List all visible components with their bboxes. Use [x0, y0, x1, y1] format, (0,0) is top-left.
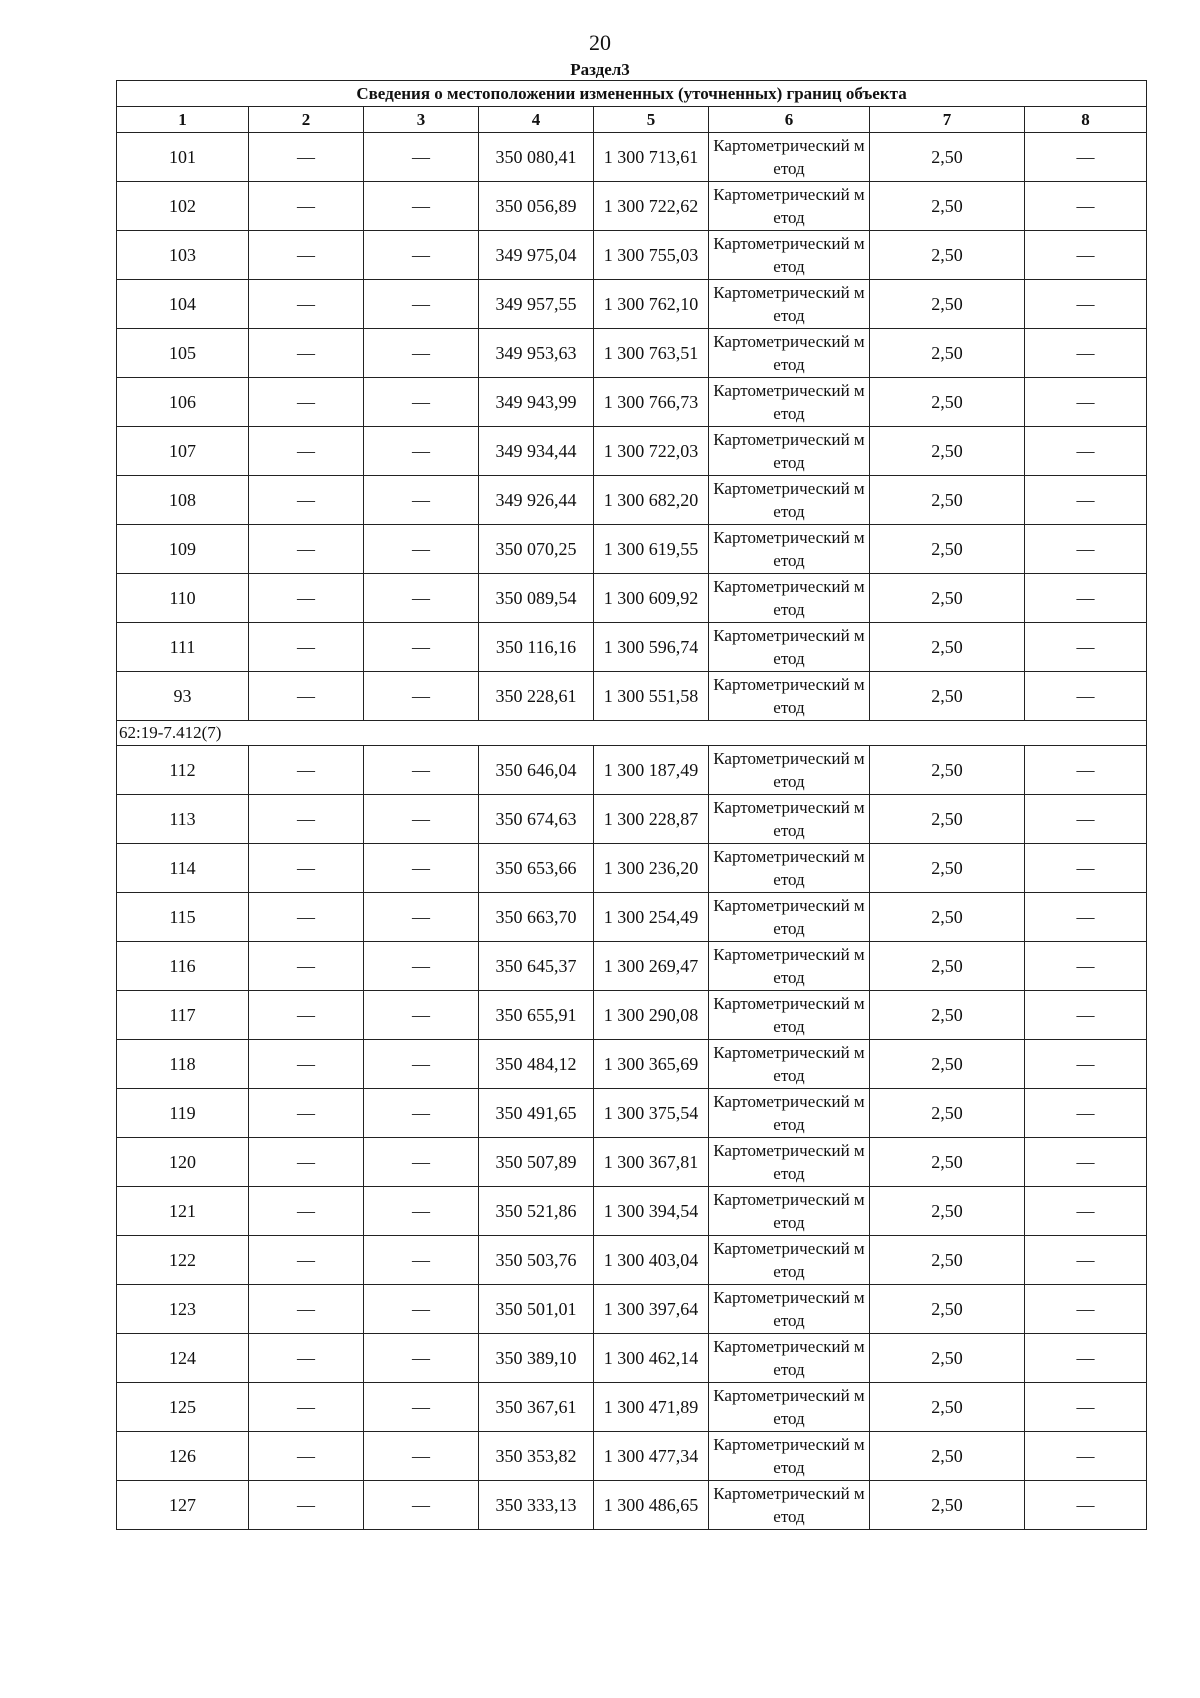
table-caption: Сведения о местоположении измененных (уточненных) границ объекта	[117, 81, 1147, 107]
table-cell-c6: Картометрический метод	[709, 476, 870, 525]
table-cell-c7: 2,50	[870, 1383, 1025, 1432]
table-cell-c4: 350 646,04	[479, 746, 594, 795]
table-cell-c4: 350 333,13	[479, 1481, 594, 1530]
table-row	[117, 1285, 1147, 1334]
table-cell-c2: —	[249, 378, 364, 427]
table-cell-c8: —	[1025, 574, 1147, 623]
table-cell-c3: —	[364, 1481, 479, 1530]
table-cell-c4: 350 674,63	[479, 795, 594, 844]
table-cell-c1: 124	[117, 1334, 249, 1383]
table-cell-c3: —	[364, 280, 479, 329]
table-cell-c2: —	[249, 672, 364, 721]
table-cell-c5: 1 300 269,47	[594, 942, 709, 991]
table-cell-c1: 122	[117, 1236, 249, 1285]
table-cell-c6: Картометрический метод	[709, 1089, 870, 1138]
table-cell-c7: 2,50	[870, 672, 1025, 721]
table-cell-c7: 2,50	[870, 1187, 1025, 1236]
table-cell-c5: 1 300 609,92	[594, 574, 709, 623]
table-cell-c3: —	[364, 1236, 479, 1285]
table-cell-c7: 2,50	[870, 893, 1025, 942]
column-number: 8	[1025, 107, 1147, 133]
table-cell-c3: —	[364, 1383, 479, 1432]
table-row	[117, 672, 1147, 721]
table-cell-c1: 107	[117, 427, 249, 476]
table-row	[117, 1089, 1147, 1138]
table-cell-c6: Картометрический метод	[709, 231, 870, 280]
table-row	[117, 942, 1147, 991]
table-cell-c5: 1 300 375,54	[594, 1089, 709, 1138]
table-cell-c7: 2,50	[870, 1432, 1025, 1481]
table-cell-c8: —	[1025, 795, 1147, 844]
table-cell-c2: —	[249, 525, 364, 574]
table-cell-c3: —	[364, 1285, 479, 1334]
table-cell-c8: —	[1025, 1383, 1147, 1432]
table-cell-c2: —	[249, 1481, 364, 1530]
table-cell-c7: 2,50	[870, 378, 1025, 427]
table-cell-c1: 115	[117, 893, 249, 942]
table-cell-c5: 1 300 236,20	[594, 844, 709, 893]
table-row	[117, 991, 1147, 1040]
table-cell-c6: Картометрический метод	[709, 133, 870, 182]
table-cell-c8: —	[1025, 672, 1147, 721]
table-cell-c1: 101	[117, 133, 249, 182]
table-cell-c6: Картометрический метод	[709, 991, 870, 1040]
table-cell-c3: —	[364, 1138, 479, 1187]
table-cell-c2: —	[249, 280, 364, 329]
table-cell-c2: —	[249, 476, 364, 525]
table-cell-c4: 349 953,63	[479, 329, 594, 378]
table-cell-c6: Картометрический метод	[709, 942, 870, 991]
table-cell-c1: 125	[117, 1383, 249, 1432]
table-cell-c4: 350 491,65	[479, 1089, 594, 1138]
table-cell-c3: —	[364, 844, 479, 893]
table-cell-c3: —	[364, 1187, 479, 1236]
table-cell-c1: 108	[117, 476, 249, 525]
table-cell-c1: 102	[117, 182, 249, 231]
table-row	[117, 231, 1147, 280]
table-cell-c6: Картометрический метод	[709, 182, 870, 231]
table-cell-c1: 123	[117, 1285, 249, 1334]
table-cell-c4: 350 655,91	[479, 991, 594, 1040]
table-cell-c6: Картометрический метод	[709, 1236, 870, 1285]
table-cell-c5: 1 300 187,49	[594, 746, 709, 795]
table-cell-c4: 350 228,61	[479, 672, 594, 721]
table-cell-c3: —	[364, 1040, 479, 1089]
table-cell-c8: —	[1025, 231, 1147, 280]
table-cell-c8: —	[1025, 1089, 1147, 1138]
table-cell-c8: —	[1025, 623, 1147, 672]
table-row	[117, 133, 1147, 182]
table-cell-c3: —	[364, 182, 479, 231]
boundary-coordinates-table	[116, 80, 1147, 1530]
table-cell-c5: 1 300 462,14	[594, 1334, 709, 1383]
table-cell-c4: 350 080,41	[479, 133, 594, 182]
table-cell-c4: 349 926,44	[479, 476, 594, 525]
column-number: 1	[117, 107, 249, 133]
table-cell-c1: 116	[117, 942, 249, 991]
table-cell-c4: 350 653,66	[479, 844, 594, 893]
table-cell-c7: 2,50	[870, 1040, 1025, 1089]
table-cell-c8: —	[1025, 746, 1147, 795]
table-cell-c7: 2,50	[870, 427, 1025, 476]
table-row	[117, 427, 1147, 476]
table-cell-c2: —	[249, 942, 364, 991]
table-cell-c6: Картометрический метод	[709, 1187, 870, 1236]
section-title: Раздел3	[570, 60, 630, 79]
table-row	[117, 746, 1147, 795]
table-cell-c8: —	[1025, 378, 1147, 427]
table-cell-c7: 2,50	[870, 1138, 1025, 1187]
table-cell-c2: —	[249, 623, 364, 672]
table-cell-c8: —	[1025, 427, 1147, 476]
table-cell-c6: Картометрический метод	[709, 1383, 870, 1432]
table-cell-c7: 2,50	[870, 991, 1025, 1040]
column-number: 6	[709, 107, 870, 133]
table-cell-c7: 2,50	[870, 844, 1025, 893]
table-row	[117, 1138, 1147, 1187]
table-cell-c5: 1 300 403,04	[594, 1236, 709, 1285]
table-caption-row	[117, 81, 1147, 107]
table-cell-c2: —	[249, 1040, 364, 1089]
table-cell-c3: —	[364, 427, 479, 476]
table-cell-c4: 350 507,89	[479, 1138, 594, 1187]
table-cell-c4: 350 663,70	[479, 893, 594, 942]
table-cell-c4: 350 389,10	[479, 1334, 594, 1383]
table-cell-c6: Картометрический метод	[709, 329, 870, 378]
table-cell-c8: —	[1025, 1481, 1147, 1530]
table-cell-c3: —	[364, 1334, 479, 1383]
table-cell-c8: —	[1025, 1187, 1147, 1236]
table-cell-c5: 1 300 551,58	[594, 672, 709, 721]
table-cell-c4: 350 353,82	[479, 1432, 594, 1481]
table-cell-c4: 350 501,01	[479, 1285, 594, 1334]
table-cell-c3: —	[364, 893, 479, 942]
table-row	[117, 1040, 1147, 1089]
table-cell-c1: 127	[117, 1481, 249, 1530]
table-cell-c2: —	[249, 1285, 364, 1334]
table-cell-c7: 2,50	[870, 942, 1025, 991]
table-cell-c6: Картометрический метод	[709, 574, 870, 623]
table-cell-c1: 103	[117, 231, 249, 280]
table-cell-c6: Картометрический метод	[709, 427, 870, 476]
table-cell-c2: —	[249, 574, 364, 623]
table-cell-c2: —	[249, 1432, 364, 1481]
table-cell-c8: —	[1025, 1432, 1147, 1481]
table-cell-c4: 349 975,04	[479, 231, 594, 280]
table-row	[117, 844, 1147, 893]
table-cell-c2: —	[249, 1138, 364, 1187]
table-cell-c8: —	[1025, 1236, 1147, 1285]
table-cell-c3: —	[364, 574, 479, 623]
table-cell-c8: —	[1025, 329, 1147, 378]
table-row	[117, 1383, 1147, 1432]
table-cell-c4: 349 943,99	[479, 378, 594, 427]
table-cell-c3: —	[364, 1432, 479, 1481]
table-cell-c8: —	[1025, 893, 1147, 942]
table-cell-c8: —	[1025, 476, 1147, 525]
table-cell-c6: Картометрический метод	[709, 746, 870, 795]
table-cell-c7: 2,50	[870, 231, 1025, 280]
column-number: 3	[364, 107, 479, 133]
table-cell-c5: 1 300 722,62	[594, 182, 709, 231]
table-cell-c8: —	[1025, 844, 1147, 893]
table-cell-c2: —	[249, 1089, 364, 1138]
table-cell-c2: —	[249, 1236, 364, 1285]
table-cell-c6: Картометрический метод	[709, 1432, 870, 1481]
table-cell-c3: —	[364, 378, 479, 427]
table-cell-c5: 1 300 397,64	[594, 1285, 709, 1334]
table-row	[117, 623, 1147, 672]
table-cell-c1: 121	[117, 1187, 249, 1236]
table-cell-c2: —	[249, 182, 364, 231]
table-cell-c7: 2,50	[870, 623, 1025, 672]
table-cell-c3: —	[364, 476, 479, 525]
table-cell-c5: 1 300 713,61	[594, 133, 709, 182]
table-cell-c5: 1 300 365,69	[594, 1040, 709, 1089]
table-cell-c2: —	[249, 1334, 364, 1383]
table-cell-c7: 2,50	[870, 329, 1025, 378]
table-cell-c5: 1 300 486,65	[594, 1481, 709, 1530]
table-cell-c5: 1 300 763,51	[594, 329, 709, 378]
table-cell-c1: 117	[117, 991, 249, 1040]
table-body	[117, 133, 1147, 1530]
table-cell-c2: —	[249, 231, 364, 280]
table-cell-c1: 114	[117, 844, 249, 893]
table-row	[117, 1334, 1147, 1383]
table-cell-c1: 104	[117, 280, 249, 329]
table-cell-c5: 1 300 755,03	[594, 231, 709, 280]
table-row	[117, 476, 1147, 525]
table-cell-c7: 2,50	[870, 746, 1025, 795]
table-cell-c8: —	[1025, 1040, 1147, 1089]
table-cell-c7: 2,50	[870, 133, 1025, 182]
table-cell-c1: 105	[117, 329, 249, 378]
table-cell-c4: 349 934,44	[479, 427, 594, 476]
table-cell-c6: Картометрический метод	[709, 1285, 870, 1334]
table-cell-c1: 93	[117, 672, 249, 721]
table-cell-c7: 2,50	[870, 1334, 1025, 1383]
table-row	[117, 1432, 1147, 1481]
table-cell-c1: 119	[117, 1089, 249, 1138]
table-cell-c8: —	[1025, 991, 1147, 1040]
table-cell-c1: 120	[117, 1138, 249, 1187]
table-cell-c5: 1 300 766,73	[594, 378, 709, 427]
table-cell-c1: 111	[117, 623, 249, 672]
table-cell-c2: —	[249, 991, 364, 1040]
table-cell-c4: 350 116,16	[479, 623, 594, 672]
table-cell-c1: 110	[117, 574, 249, 623]
table-cell-c8: —	[1025, 525, 1147, 574]
table-cell-c6: Картометрический метод	[709, 844, 870, 893]
table-cell-c6: Картометрический метод	[709, 1040, 870, 1089]
table-cell-c7: 2,50	[870, 1089, 1025, 1138]
table-cell-c6: Картометрический метод	[709, 1138, 870, 1187]
table-cell-c5: 1 300 722,03	[594, 427, 709, 476]
column-number: 5	[594, 107, 709, 133]
table-cell-c1: 109	[117, 525, 249, 574]
table-row	[117, 182, 1147, 231]
column-number: 2	[249, 107, 364, 133]
table-cell-c1: 106	[117, 378, 249, 427]
table-cell-c3: —	[364, 942, 479, 991]
table-cell-c3: —	[364, 991, 479, 1040]
table-cell-c5: 1 300 254,49	[594, 893, 709, 942]
table-cell-c8: —	[1025, 1138, 1147, 1187]
table-cell-c5: 1 300 477,34	[594, 1432, 709, 1481]
table-cell-c1: 112	[117, 746, 249, 795]
table-cell-c3: —	[364, 525, 479, 574]
table-cell-c4: 350 070,25	[479, 525, 594, 574]
table-cell-c7: 2,50	[870, 476, 1025, 525]
table-cell-c2: —	[249, 1187, 364, 1236]
table-cell-c8: —	[1025, 133, 1147, 182]
table-cell-c5: 1 300 394,54	[594, 1187, 709, 1236]
table-cell-c6: Картометрический метод	[709, 672, 870, 721]
table-cell-c5: 1 300 290,08	[594, 991, 709, 1040]
table-row	[117, 1236, 1147, 1285]
group-row	[117, 721, 1147, 746]
table-cell-c7: 2,50	[870, 525, 1025, 574]
table-cell-c5: 1 300 367,81	[594, 1138, 709, 1187]
table-cell-c1: 118	[117, 1040, 249, 1089]
table-cell-c6: Картометрический метод	[709, 525, 870, 574]
table-cell-c4: 349 957,55	[479, 280, 594, 329]
table-cell-c7: 2,50	[870, 574, 1025, 623]
table-cell-c6: Картометрический метод	[709, 378, 870, 427]
column-number: 7	[870, 107, 1025, 133]
table-cell-c7: 2,50	[870, 280, 1025, 329]
table-cell-c5: 1 300 619,55	[594, 525, 709, 574]
table-cell-c7: 2,50	[870, 795, 1025, 844]
table-cell-c8: —	[1025, 942, 1147, 991]
table-cell-c6: Картометрический метод	[709, 623, 870, 672]
table-cell-c6: Картометрический метод	[709, 893, 870, 942]
table-cell-c4: 350 484,12	[479, 1040, 594, 1089]
table-cell-c5: 1 300 228,87	[594, 795, 709, 844]
table-cell-c3: —	[364, 623, 479, 672]
table-cell-c5: 1 300 471,89	[594, 1383, 709, 1432]
group-label: 62:19-7.412(7)	[117, 721, 1147, 746]
table-cell-c2: —	[249, 329, 364, 378]
table-row	[117, 1481, 1147, 1530]
table-cell-c6: Картометрический метод	[709, 1334, 870, 1383]
table-cell-c6: Картометрический метод	[709, 1481, 870, 1530]
table-row	[117, 525, 1147, 574]
table-cell-c5: 1 300 762,10	[594, 280, 709, 329]
table-cell-c2: —	[249, 893, 364, 942]
table-cell-c2: —	[249, 133, 364, 182]
table-cell-c4: 350 367,61	[479, 1383, 594, 1432]
table-cell-c4: 350 089,54	[479, 574, 594, 623]
page-number: 20	[589, 30, 611, 55]
table-cell-c8: —	[1025, 182, 1147, 231]
table-cell-c1: 126	[117, 1432, 249, 1481]
table-row	[117, 329, 1147, 378]
table-cell-c2: —	[249, 1383, 364, 1432]
table-cell-c3: —	[364, 133, 479, 182]
table-cell-c1: 113	[117, 795, 249, 844]
table-cell-c4: 350 056,89	[479, 182, 594, 231]
table-cell-c6: Картометрический метод	[709, 795, 870, 844]
table-cell-c2: —	[249, 795, 364, 844]
table-cell-c3: —	[364, 329, 479, 378]
table-cell-c3: —	[364, 795, 479, 844]
table-cell-c4: 350 503,76	[479, 1236, 594, 1285]
table-cell-c7: 2,50	[870, 182, 1025, 231]
table-cell-c7: 2,50	[870, 1481, 1025, 1530]
table-cell-c3: —	[364, 672, 479, 721]
table-cell-c2: —	[249, 746, 364, 795]
table-row	[117, 378, 1147, 427]
table-cell-c4: 350 521,86	[479, 1187, 594, 1236]
table-cell-c5: 1 300 596,74	[594, 623, 709, 672]
table-cell-c8: —	[1025, 1334, 1147, 1383]
table-row	[117, 1187, 1147, 1236]
table-cell-c7: 2,50	[870, 1285, 1025, 1334]
table-row	[117, 574, 1147, 623]
table-cell-c3: —	[364, 746, 479, 795]
table-row	[117, 795, 1147, 844]
table-cell-c3: —	[364, 1089, 479, 1138]
column-numbers-row	[117, 107, 1147, 133]
table-cell-c7: 2,50	[870, 1236, 1025, 1285]
column-number: 4	[479, 107, 594, 133]
table-cell-c5: 1 300 682,20	[594, 476, 709, 525]
table-row	[117, 893, 1147, 942]
table-cell-c8: —	[1025, 280, 1147, 329]
table-cell-c6: Картометрический метод	[709, 280, 870, 329]
table-cell-c2: —	[249, 427, 364, 476]
table-cell-c3: —	[364, 231, 479, 280]
table-cell-c2: —	[249, 844, 364, 893]
table-cell-c8: —	[1025, 1285, 1147, 1334]
table-row	[117, 280, 1147, 329]
table-cell-c4: 350 645,37	[479, 942, 594, 991]
